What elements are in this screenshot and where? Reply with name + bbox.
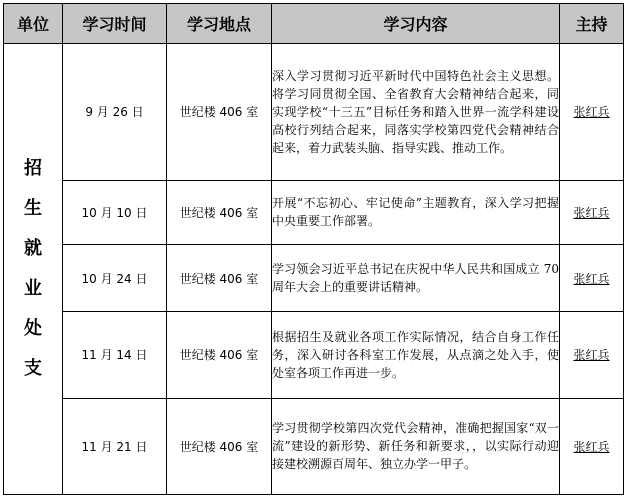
host-link[interactable]: 张红兵 <box>573 105 610 120</box>
study-date: 10 月 10 日 <box>63 180 167 244</box>
study-content: 学习贯彻学校第四次党代会精神，准确把握国家“双一流”建设的新形势、新任务和新要求，，以实际行动迎接建校溯源百周年、独立办学一甲子。 <box>272 398 560 494</box>
unit-char: 生 <box>24 198 42 219</box>
study-date: 10 月 24 日 <box>63 244 167 311</box>
header-time: 学习时间 <box>63 4 167 44</box>
study-date: 9 月 26 日 <box>63 44 167 181</box>
host-link[interactable]: 张红兵 <box>573 205 610 220</box>
header-host: 主持 <box>560 4 624 44</box>
study-schedule-table <box>3 3 624 495</box>
host-cell <box>560 244 624 311</box>
header-unit: 单位 <box>4 4 63 44</box>
host-link[interactable]: 张红兵 <box>573 271 610 286</box>
table-row <box>4 398 624 494</box>
table-row <box>4 180 624 244</box>
host-link[interactable]: 张红兵 <box>573 439 610 454</box>
table-row <box>4 244 624 311</box>
header-place: 学习地点 <box>167 4 272 44</box>
header-content: 学习内容 <box>272 4 560 44</box>
study-content: 学习领会习近平总书记在庆祝中华人民共和国成立 70 周年大会上的重要讲话精神。 <box>272 244 560 311</box>
host-link[interactable]: 张红兵 <box>573 348 610 363</box>
study-place: 世纪楼 406 室 <box>167 398 272 494</box>
header-row <box>4 4 624 44</box>
study-content: 深入学习贯彻习近平新时代中国特色社会主义思想。将学习同贯彻全国、全省教育大会精神结合起来，同实现学校“十三五”目标任务和踏入世界一流学科建设高校行列结合起来，同落实学校第四党代会精神结合起来，着力武装头脑、指导实践、推动工作。 <box>272 44 560 181</box>
host-cell <box>560 312 624 398</box>
study-content: 开展“不忘初心、牢记使命”主题教育，深入学习把握中央重要工作部署。 <box>272 180 560 244</box>
unit-cell <box>4 44 63 495</box>
unit-char: 招 <box>24 158 42 179</box>
study-place: 世纪楼 406 室 <box>167 312 272 398</box>
host-cell <box>560 180 624 244</box>
unit-char: 处 <box>24 318 42 339</box>
host-cell <box>560 44 624 181</box>
table-row <box>4 44 624 181</box>
unit-char: 支 <box>24 358 42 379</box>
study-date: 11 月 21 日 <box>63 398 167 494</box>
study-content: 根据招生及就业各项工作实际情况，结合自身工作任务，深入研讨各科室工作发展，从点滴之处入手，使处室各项工作再进一步。 <box>272 312 560 398</box>
study-place: 世纪楼 406 室 <box>167 244 272 311</box>
study-date: 11 月 14 日 <box>63 312 167 398</box>
unit-char: 业 <box>24 278 42 299</box>
study-place: 世纪楼 406 室 <box>167 180 272 244</box>
host-cell <box>560 398 624 494</box>
study-place: 世纪楼 406 室 <box>167 44 272 181</box>
table-row <box>4 312 624 398</box>
unit-char: 就 <box>24 238 42 259</box>
